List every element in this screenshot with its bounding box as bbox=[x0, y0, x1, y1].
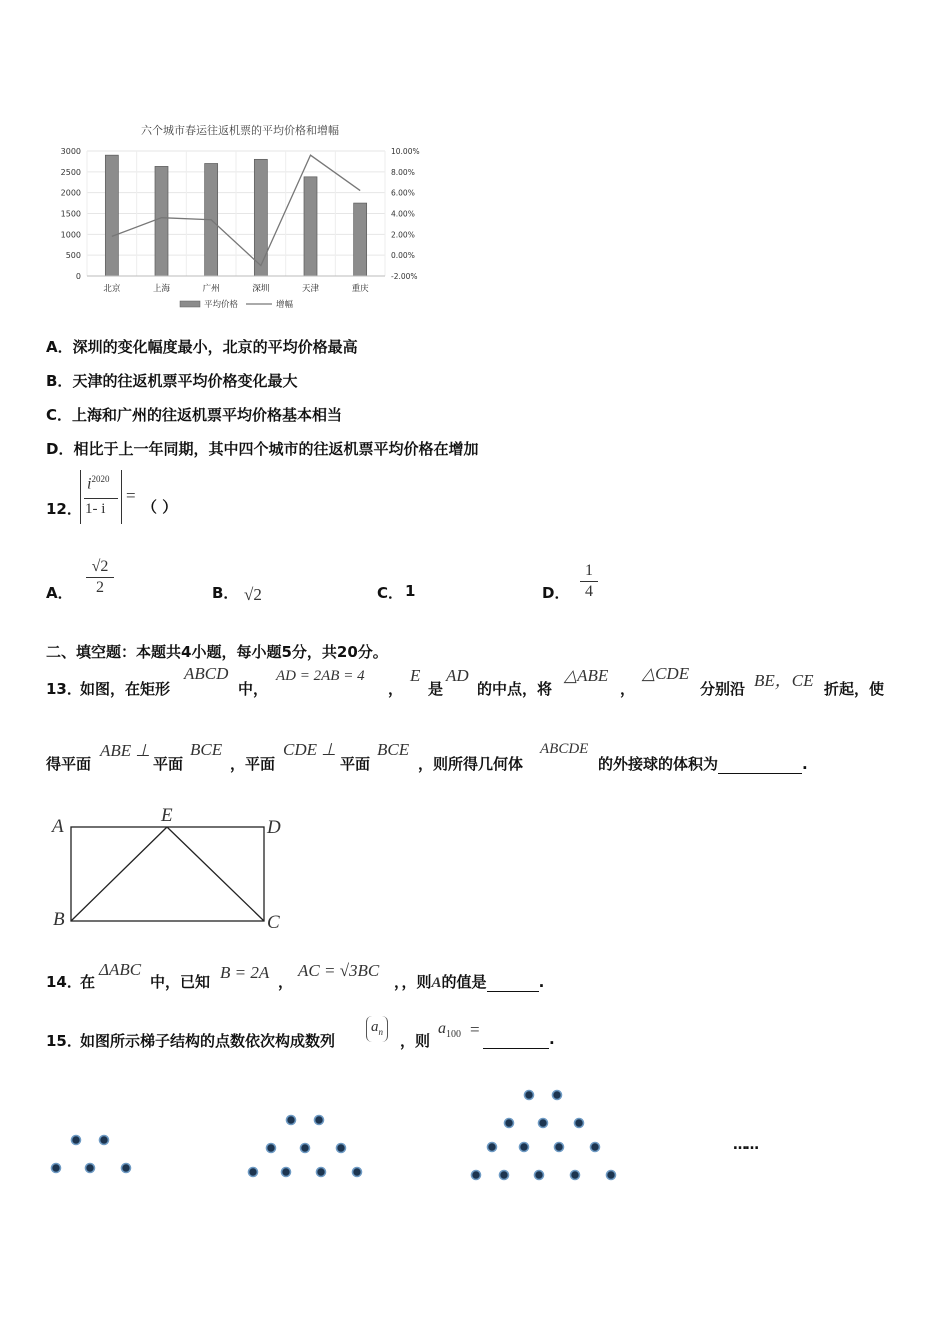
left-tick-label: 1500 bbox=[60, 209, 81, 219]
category-label: 天津 bbox=[301, 284, 320, 294]
label-c: C bbox=[267, 912, 280, 933]
q15-math-sub: n bbox=[378, 1027, 383, 1038]
q14-number: 14． bbox=[46, 973, 82, 991]
q13-math: CDE ⊥ bbox=[283, 740, 337, 759]
q13-math: △ABE bbox=[564, 666, 609, 685]
price-growth-chart bbox=[40, 115, 440, 325]
category-label: 深圳 bbox=[252, 284, 270, 294]
q12-number: 12． bbox=[46, 500, 82, 518]
q11-option-b bbox=[46, 370, 297, 391]
right-tick-label: 0.00% bbox=[391, 251, 415, 261]
left-tick-label: 500 bbox=[65, 251, 81, 261]
q13-text-tail bbox=[598, 753, 808, 774]
q13-number: 13． bbox=[46, 680, 82, 698]
q12-num-exp: 2020 bbox=[91, 474, 110, 484]
ladder-dot bbox=[86, 1164, 95, 1173]
fraction-bar bbox=[84, 498, 118, 499]
q12-option-a-frac bbox=[86, 558, 114, 597]
q11-option-c bbox=[46, 404, 342, 425]
right-tick-label: 2.00% bbox=[391, 230, 415, 240]
category-label: 重庆 bbox=[351, 284, 369, 294]
left-tick-label: 2500 bbox=[60, 167, 81, 177]
q13-text: 的中点，将 bbox=[477, 680, 553, 698]
q11-option-a bbox=[46, 336, 358, 357]
ladder-dot bbox=[575, 1119, 584, 1128]
q13-math: AD = 2AB = 4 bbox=[276, 668, 365, 684]
option-text: 天津的往返机票平均价格变化最大 bbox=[72, 372, 298, 390]
q13-text: 得平面 bbox=[46, 755, 92, 773]
ladder-dot bbox=[488, 1143, 497, 1152]
option-text: 相比于上一年同期，其中四个城市的往返机票平均价格在增加 bbox=[73, 440, 479, 458]
ladder-dot bbox=[52, 1164, 61, 1173]
chart-title: 六个城市春运往返机票的平均价格和增幅 bbox=[141, 124, 339, 137]
category-label: 上海 bbox=[152, 284, 171, 294]
q15-text: 如图所示梯子结构的点数依次构成数列 bbox=[80, 1032, 336, 1050]
q13-text: ， bbox=[620, 680, 636, 698]
frac-num: 1 bbox=[585, 562, 593, 579]
ladder-dot bbox=[505, 1119, 514, 1128]
q13-math: E bbox=[410, 666, 421, 685]
q12-expression bbox=[80, 470, 122, 524]
q13-text: 折起，使 bbox=[824, 680, 885, 698]
q13-math: ABCDE bbox=[540, 741, 589, 757]
bar-重庆 bbox=[354, 203, 367, 276]
label-b: B bbox=[53, 909, 65, 930]
right-tick-label: -2.00% bbox=[391, 272, 418, 281]
ladder-dot bbox=[337, 1144, 346, 1153]
left-tick-label: 2000 bbox=[60, 188, 81, 198]
bar-北京 bbox=[105, 155, 118, 276]
q13-math: BE，CE bbox=[754, 671, 814, 690]
q14-text-tail bbox=[394, 971, 544, 992]
q12-equals: = bbox=[126, 486, 136, 505]
q13-text: 平面 bbox=[153, 755, 184, 773]
q13-text: 平面 bbox=[340, 755, 371, 773]
q12-option-a-label: A． bbox=[46, 584, 73, 602]
q14-math: AC = √3BC bbox=[298, 961, 380, 980]
ladder-dot bbox=[525, 1091, 534, 1100]
q13-math: BCE bbox=[190, 740, 223, 759]
q13-text: 如图，在矩形 bbox=[80, 680, 171, 698]
category-label: 北京 bbox=[103, 284, 121, 294]
right-tick-label: 4.00% bbox=[391, 209, 415, 219]
q13-text: 是 bbox=[428, 680, 444, 698]
ladder-dot bbox=[500, 1171, 509, 1180]
bar-天津 bbox=[304, 177, 317, 276]
answer-blank[interactable] bbox=[487, 973, 539, 992]
bar-深圳 bbox=[254, 159, 267, 276]
q14-math: B = 2A bbox=[220, 963, 270, 982]
q13-text: ，平面 bbox=[230, 755, 276, 773]
q13-math: ABE ⊥ bbox=[100, 741, 151, 760]
q12-denominator: 1- i bbox=[85, 501, 106, 517]
legend-bar-label: 平均价格 bbox=[204, 300, 239, 310]
answer-blank[interactable] bbox=[483, 1030, 549, 1049]
ladder-dot bbox=[317, 1168, 326, 1177]
right-tick-label: 6.00% bbox=[391, 188, 415, 198]
label-e: E bbox=[161, 805, 173, 826]
q12-option-c-label: C． bbox=[377, 584, 404, 602]
right-tick-label: 8.00% bbox=[391, 167, 415, 177]
q14-text: 在 bbox=[80, 973, 96, 991]
q12-num-base: i bbox=[87, 475, 92, 493]
legend-line-label: 增幅 bbox=[276, 300, 294, 310]
option-text: 深圳的变化幅度最小，北京的平均价格最高 bbox=[72, 338, 358, 356]
fraction-bar bbox=[580, 581, 598, 582]
q14-math: ΔABC bbox=[99, 960, 142, 979]
ladder-dot bbox=[472, 1171, 481, 1180]
q14-math: A bbox=[431, 975, 442, 991]
q12-option-c-value: 1 bbox=[405, 582, 416, 600]
period: . bbox=[549, 1030, 555, 1048]
q12-option-b-label: B． bbox=[212, 584, 239, 602]
period: . bbox=[538, 973, 545, 991]
rectangle-figure bbox=[46, 800, 296, 935]
option-text: 上海和广州的往返机票平均价格基本相当 bbox=[72, 406, 343, 424]
section-heading: 二、填空题：本题共4小题，每小题5分，共20分。 bbox=[46, 643, 388, 661]
ladder-dot bbox=[607, 1171, 616, 1180]
segment-ec bbox=[167, 827, 264, 921]
answer-blank[interactable] bbox=[718, 755, 802, 774]
q12-option-d-label: D． bbox=[542, 584, 570, 602]
q15-math-sub: 100 bbox=[446, 1029, 461, 1041]
legend-bar-swatch bbox=[180, 301, 200, 307]
ladder-dots-figure bbox=[40, 1075, 800, 1195]
ladder-dot bbox=[287, 1116, 296, 1125]
q13-math: △CDE bbox=[642, 664, 690, 683]
q15-text: ，则 bbox=[400, 1032, 431, 1050]
q14-text: ， bbox=[394, 973, 402, 991]
ladder-dot bbox=[353, 1168, 362, 1177]
ladder-dot bbox=[72, 1136, 81, 1145]
right-tick-label: 10.00% bbox=[391, 147, 420, 156]
q14-text: 中，已知 bbox=[150, 973, 211, 991]
q12-option-b-value: √2 bbox=[244, 585, 262, 604]
left-tick-label: 3000 bbox=[60, 147, 81, 156]
q14-text: 的值是 bbox=[441, 973, 487, 991]
ladder-dot bbox=[122, 1164, 131, 1173]
q14-text: ，则 bbox=[401, 973, 432, 991]
option-label: C． bbox=[46, 406, 73, 424]
left-tick-label: 1000 bbox=[60, 230, 81, 240]
q12-paren: （ ） bbox=[142, 498, 178, 516]
ladder-dot bbox=[520, 1143, 529, 1152]
frac-den: 4 bbox=[585, 583, 593, 600]
segment-eb bbox=[71, 827, 167, 921]
q13-math: ABCD bbox=[184, 664, 229, 683]
q15-a100 bbox=[438, 1018, 461, 1040]
q15-math: a bbox=[438, 1020, 446, 1037]
ladder-dot bbox=[249, 1168, 258, 1177]
q13-text: 的外接球的体积为 bbox=[598, 755, 719, 773]
frac-den: 2 bbox=[96, 579, 104, 596]
ladder-dot bbox=[535, 1171, 544, 1180]
q15-equals: = bbox=[470, 1020, 480, 1039]
q15-sequence bbox=[366, 1016, 388, 1042]
q13-math: AD bbox=[446, 666, 469, 685]
ladder-dot bbox=[591, 1143, 600, 1152]
ladder-dot bbox=[282, 1168, 291, 1177]
q14-text: ， bbox=[278, 973, 294, 991]
rect-abcd bbox=[71, 827, 264, 921]
ladder-dot bbox=[553, 1091, 562, 1100]
q13-text: 分别沿 bbox=[700, 680, 746, 698]
q13-math: BCE bbox=[377, 740, 410, 759]
frac-num: √2 bbox=[91, 558, 109, 575]
q11-option-d bbox=[46, 438, 478, 459]
ellipsis: …… bbox=[733, 1137, 757, 1153]
q13-text: 中， bbox=[238, 680, 269, 698]
q13-text: ， bbox=[388, 680, 404, 698]
ladder-dot bbox=[315, 1116, 324, 1125]
q12-option-d-frac bbox=[580, 562, 598, 601]
period: . bbox=[802, 755, 808, 773]
ladder-dot bbox=[100, 1136, 109, 1145]
option-label: A． bbox=[46, 338, 73, 356]
ladder-dot bbox=[571, 1171, 580, 1180]
option-label: D． bbox=[46, 440, 74, 458]
q15-number: 15． bbox=[46, 1032, 82, 1050]
ladder-dot bbox=[301, 1144, 310, 1153]
ladder-dot bbox=[555, 1143, 564, 1152]
fraction-bar bbox=[86, 577, 114, 578]
bar-上海 bbox=[155, 166, 168, 276]
q15-math: a bbox=[371, 1019, 379, 1035]
ladder-dot bbox=[267, 1144, 276, 1153]
category-label: 广州 bbox=[202, 284, 220, 294]
label-a: A bbox=[52, 816, 64, 837]
q15-text-tail bbox=[483, 1030, 555, 1049]
ladder-dot bbox=[539, 1119, 548, 1128]
label-d: D bbox=[267, 817, 281, 838]
left-tick-label: 0 bbox=[75, 272, 81, 281]
option-label: B． bbox=[46, 372, 73, 390]
q13-text: ，则所得几何体 bbox=[418, 755, 524, 773]
